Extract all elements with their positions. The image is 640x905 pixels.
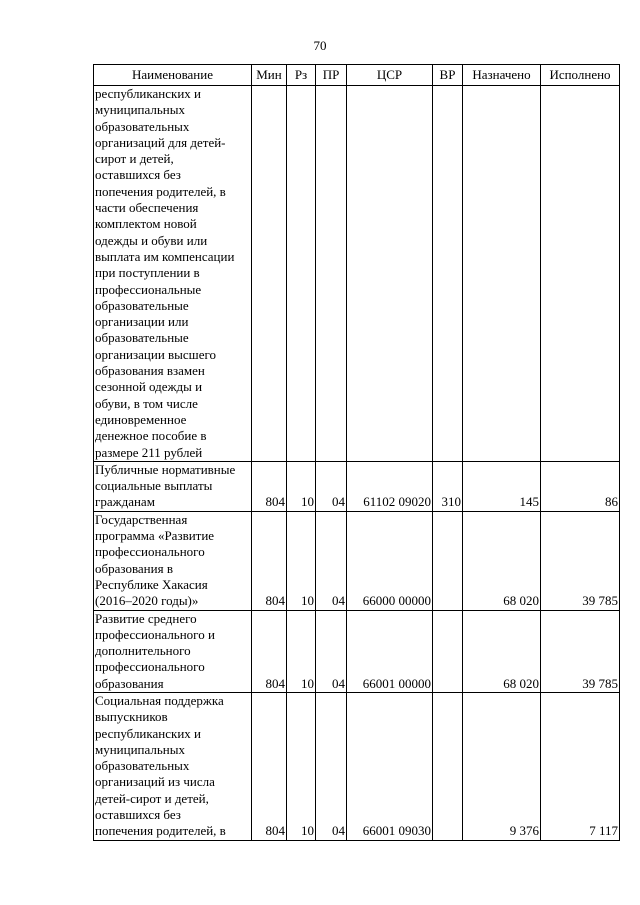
cell-rz: 10: [287, 511, 316, 610]
cell-min: 804: [252, 511, 287, 610]
header-min: Мин: [252, 65, 287, 86]
name-line: профессионального и: [95, 626, 215, 642]
name-line: образовательных: [95, 118, 190, 134]
cell-executed: 39 785: [541, 511, 620, 610]
cell-executed: 7 117: [541, 692, 620, 840]
name-line: Развитие среднего: [95, 610, 197, 626]
name-line: программа «Развитие: [95, 528, 215, 544]
table-row: [94, 86, 620, 462]
name-line: сезонной одежды и: [95, 379, 203, 395]
name-line: Республике Хакасия: [95, 576, 208, 592]
table-row: [94, 610, 620, 692]
name-line: республиканских и: [95, 725, 201, 741]
name-line: республиканских и: [95, 86, 201, 101]
name-line: (2016–2020 годы)»: [95, 593, 199, 609]
name-line: организаций для детей-: [95, 134, 226, 150]
name-line: организаций из числа: [95, 774, 215, 790]
cell-vr: [433, 511, 463, 610]
name-line: социальные выплаты: [95, 478, 213, 494]
cell-rz: 10: [287, 692, 316, 840]
name-line: оставшихся без: [95, 807, 181, 823]
table-row: [94, 692, 620, 840]
cell-executed: 39 785: [541, 610, 620, 692]
name-line: при поступлении в: [95, 265, 200, 281]
name-line: Социальная поддержка: [95, 692, 224, 708]
cell-vr: [433, 610, 463, 692]
cell-pr: 04: [316, 461, 347, 511]
page-number: 70: [313, 38, 327, 53]
name-line: образования взамен: [95, 363, 205, 379]
cell-csr: 66000 00000: [347, 511, 433, 610]
cell-executed: 86: [541, 461, 620, 511]
name-line: попечения родителей, в: [95, 823, 226, 839]
cell-assigned: 9 376: [463, 692, 541, 840]
cell-name: [94, 86, 252, 462]
name-line: детей-сирот и детей,: [95, 790, 209, 806]
cell-name: [94, 692, 252, 840]
table-body: [94, 86, 620, 841]
cell-pr: 04: [316, 610, 347, 692]
cell-csr: 61102 09020: [347, 461, 433, 511]
name-line: организации высшего: [95, 346, 216, 362]
name-line: выплата им компенсации: [95, 248, 235, 264]
name-line: попечения родителей, в: [95, 183, 226, 199]
header-csr: ЦСР: [347, 65, 433, 86]
name-line: профессионального: [95, 659, 205, 675]
table-row: [94, 461, 620, 511]
cell-pr: 04: [316, 511, 347, 610]
table-header-row: [94, 65, 620, 86]
cell-min: 804: [252, 692, 287, 840]
cell-name: [94, 610, 252, 692]
name-line: части обеспечения: [95, 200, 199, 216]
cell-vr: [433, 86, 463, 462]
cell-pr: [316, 86, 347, 462]
cell-name: [94, 511, 252, 610]
name-line: муниципальных: [95, 741, 186, 757]
header-executed: Исполнено: [541, 65, 620, 86]
cell-executed: [541, 86, 620, 462]
name-line: профессиональные: [95, 281, 202, 297]
cell-min: 804: [252, 461, 287, 511]
cell-rz: 10: [287, 461, 316, 511]
cell-rz: 10: [287, 610, 316, 692]
name-line: образовательные: [95, 297, 189, 313]
cell-min: [252, 86, 287, 462]
cell-rz: [287, 86, 316, 462]
name-line: сирот и детей,: [95, 151, 174, 167]
name-line: денежное пособие в: [95, 428, 207, 444]
name-line: размере 211 рублей: [95, 444, 203, 460]
cell-assigned: 68 020: [463, 511, 541, 610]
budget-table: [93, 64, 620, 841]
cell-csr: [347, 86, 433, 462]
name-line: оставшихся без: [95, 167, 181, 183]
name-line: профессионального: [95, 544, 205, 560]
name-line: единовременное: [95, 411, 187, 427]
cell-vr: [433, 692, 463, 840]
cell-min: 804: [252, 610, 287, 692]
name-line: муниципальных: [95, 102, 186, 118]
name-line: Публичные нормативные: [95, 461, 236, 477]
cell-name: [94, 461, 252, 511]
name-line: образовательных: [95, 758, 190, 774]
name-line: образовательные: [95, 330, 189, 346]
cell-assigned: 68 020: [463, 610, 541, 692]
header-vr: ВР: [433, 65, 463, 86]
name-line: одежды и обуви или: [95, 232, 208, 248]
name-line: организации или: [95, 314, 189, 330]
header-name: Наименование: [94, 65, 252, 86]
name-line: выпускников: [95, 709, 168, 725]
name-line: гражданам: [95, 494, 155, 510]
header-assigned: Назначено: [463, 65, 541, 86]
cell-vr: 310: [433, 461, 463, 511]
cell-csr: 66001 09030: [347, 692, 433, 840]
cell-csr: 66001 00000: [347, 610, 433, 692]
name-line: образования в: [95, 560, 173, 576]
cell-assigned: [463, 86, 541, 462]
name-line: дополнительного: [95, 643, 191, 659]
cell-pr: 04: [316, 692, 347, 840]
name-line: комплектом новой: [95, 216, 197, 232]
name-line: обуви, в том числе: [95, 395, 198, 411]
name-line: Государственная: [95, 511, 188, 527]
cell-assigned: 145: [463, 461, 541, 511]
header-rz: Рз: [287, 65, 316, 86]
header-pr: ПР: [316, 65, 347, 86]
table-row: [94, 511, 620, 610]
name-line: образования: [95, 675, 164, 691]
